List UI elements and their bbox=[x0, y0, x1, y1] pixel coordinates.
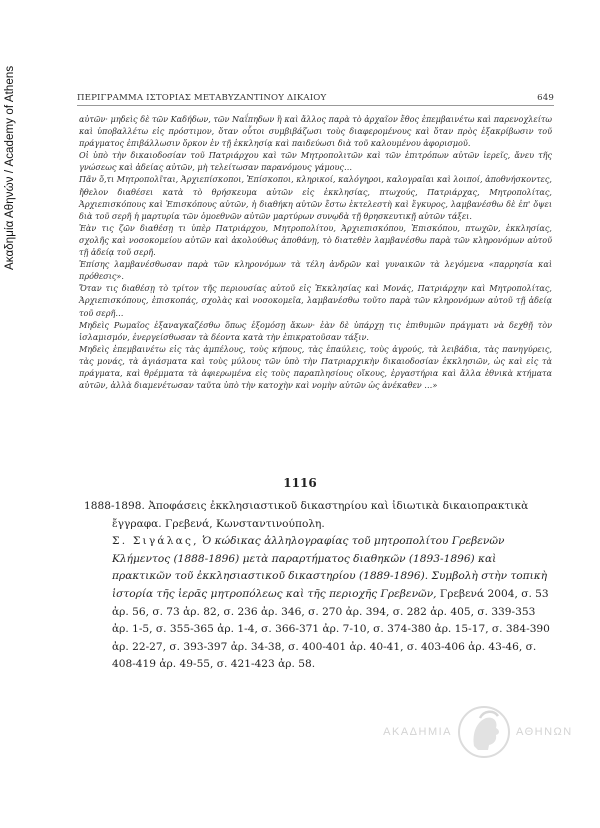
entry-subtitle: Συμβολὴ στὴν τοπικὴ ἱστορία τῆς ἱερᾶς μητροπόλεως καὶ τῆς περιοχῆς Γρεβενῶν, bbox=[112, 570, 548, 600]
page-number: 649 bbox=[537, 93, 554, 103]
quoted-text-block bbox=[79, 113, 552, 391]
quote-paragraph: Μηδεὶς Ρωμαῖος ἐξαναγκαζέσθω ὅπως ἐξομόσῃ ἄκων· ἐὰν δὲ ὑπάρχῃ τις ἐπιθυμῶν πράγματι νὰ δεχθῇ τὸν ἰσλαμισμόν, ἐνεργείσθωσαν τὰ δέοντα κατὰ τὴν ἐπικρατοῦσαν τάξιν. bbox=[79, 319, 552, 342]
running-header bbox=[77, 93, 554, 106]
entry-pages: Γρεβενά 2004, σ. 53 ἀρ. 56, σ. 73 ἀρ. 82, σ. 236 ἀρ. 346, σ. 270 ἀρ. 394, σ. 282 ἀρ. 405, σ. 339-353 ἀρ. 1-5, σ. 355-365 ἀρ. 1-4, σ. 366-371 ἀρ. 7-10, σ. 374-380 ἀρ. 15-17, σ. 384-390 ἀρ. 22-27, σ. 393-397 ἀρ. 34-38, σ. 400-401 ἀρ. 40-41, σ. 403-406 ἀρ. 43-46, σ. 408-419 ἀρ. 49-55, σ. 421-423 ἀρ. 58. bbox=[112, 587, 550, 671]
quote-paragraph: αὐτῶν· μηδεὶς δὲ τῶν Καδήδων, τῶν Ναΐπηδων ἢ καὶ ἄλλος παρὰ τὸ ἀρχαῖον ἔθος ἐπεμβαινέτω καὶ παρενοχλείτω καὶ ὑποβαλλέτω εἰς πρόστιμον, ὅταν οὗτοι συμβιβάζωσι τοὺς διαφερομένους καὶ ὅταν πρὸς ἐξακρίβωσιν τοῦ πράγματος ἐπιβάλλωσιν ὅρκον ἐν τῇ ἐκκλησίᾳ καὶ παιδεύωσι διὰ τοῦ καλουμένου ἀφορισμοῦ. bbox=[79, 114, 552, 149]
entry-number: 1116 bbox=[283, 476, 317, 490]
entry-heading: 1888-1898. Ἀποφάσεις ἐκκλησιαστικοῦ δικαστηρίου καὶ ἰδιωτικὰ δικαιοπρακτικὰ ἔγγραφα. Γρεβενά, Κωνσταντινούπολη. bbox=[84, 500, 529, 530]
watermark-right-text: ΑΘΗΝΩΝ bbox=[516, 726, 573, 738]
quote-paragraph: Οἱ ὑπὸ τὴν δικαιοδοσίαν τοῦ Πατριάρχου καὶ τῶν Μητροπολιτῶν καὶ τῶν ἐπιτρόπων αὐτῶν ἱερεῖς, ἄνευ τῆς γνώσεως καὶ ἀδείας αὐτῶν, μὴ τελείτωσαν παρανόμους γάμους… bbox=[79, 150, 552, 173]
watermark-left-text: ΑΚΑΔΗΜΙΑ bbox=[383, 726, 452, 738]
academy-watermark bbox=[378, 704, 578, 760]
quote-paragraph: Ἐπίσης λαμβανέσθωσαν παρὰ τῶν κληρονόμων τὰ τέλη ἀνδρῶν καὶ γυναικῶν τὰ λεγόμενα «παρρησία καὶ πρόθεσις». bbox=[79, 259, 552, 282]
quote-paragraph: Πᾶν ὅ,τι Μητροπολῖται, Ἀρχιεπίσκοποι, Ἐπίσκοποι, κληρικοί, καλόγηροι, καλογραῖαι καὶ λοιποί, ἀποθνήσκοντες, ἤθελον διαθέσει κατὰ τὸ θρήσκευμα αὐτῶν εἰς ἐκκλησίας, πτωχούς, Πατριάρχας, Μητροπολίτας, Ἀρχιεπισκόπους καὶ Ἐπισκόπους αὐτῶν, ἡ διαθήκη αὐτῶν ἔστω ἐκτελεστὴ καὶ ἔγκυρος, λαμβανέσθω δὲ ἐπ' ὄψει διὰ τοῦ σερῆ ἡ μαρτυρία τῶν ὁμοεθνῶν αὐτῶν μαρτύρων συνῳδὰ τῇ θρησκευτικῇ αὐτῶν τάξει. bbox=[79, 174, 552, 221]
entry-reference bbox=[84, 533, 554, 674]
quote-paragraph: Ἐὰν τις ζῶν διαθέσῃ τι ὑπὲρ Πατριάρχου, Μητροπολίτου, Ἀρχιεπισκόπου, Ἐπισκόπου, πτωχῶν, ἐκκλησίας, σχολῆς καὶ νοσοκομείου αὐτῶν καὶ ἀκολούθως ἀποθάνῃ, τὸ διατεθὲν λαμβανέσθω παρὰ τῶν κληρονόμων αὐτοῦ τῇ ἀδείᾳ τοῦ σερῆ. bbox=[79, 222, 552, 258]
bibliographic-entry bbox=[84, 498, 554, 674]
athena-head-icon bbox=[456, 704, 512, 760]
entry-title: Ὁ κώδικας ἀλληλογραφίας τοῦ μητροπολίτου Γρεβενῶν Κλήμεντος (1888-1896) μετὰ παραρτήματος διαθηκῶν (1893-1896) καὶ πρακτικῶν τοῦ ἐκκλησιαστικοῦ δικαστηρίου (1889-1896). bbox=[112, 535, 505, 583]
quote-paragraph: Ὅταν τις διαθέσῃ τὸ τρίτον τῆς περιουσίας αὐτοῦ εἰς Ἐκκλησίας καὶ Μονάς, Πατριάρχην καὶ Μητροπολίτας, Ἀρχιεπισκόπους, ἐπισκοπάς, σχολὰς καὶ νοσοκομεῖα, λαμβανέσθω τοῦτο παρὰ τῶν κληρονόμων αὐτοῦ τῇ ἀδείᾳ τοῦ σερῆ… bbox=[79, 283, 552, 318]
academy-side-label: Ακαδημία Αθηνών / Academy of Athens bbox=[4, 65, 16, 270]
running-title: ΠΕΡΙΓΡΑΜΜΑ ΙΣΤΟΡΙΑΣ ΜΕΤΑΒΥΖΑΝΤΙΝΟΥ ΔΙΚΑΙΟΥ bbox=[77, 93, 327, 103]
quote-paragraph: Μηδεὶς ἐπεμβαινέτω εἰς τὰς ἀμπέλους, τοὺς κήπους, τὰς ἐπαύλεις, τοὺς ἀγρούς, τὰ λειβάδια, τὰς πανηγύρεις, τὰς μονάς, τὰ ἁγιάσματα καὶ τοὺς μύλους τῶν ὑπὸ τὴν Πατριαρχικὴν δικαιοδοσίαν ἐκκλησιῶν, ὡς καὶ εἰς τὰ πράγματα, καὶ θρέμματα τὰ ἀφιερωμένα εἰς τοὺς παραπλησίους οἴκους, ἐργαστήρια καὶ ἄλλα ἐθνικὰ κτήματα αὐτῶν, ἀλλὰ διαμενέτωσαν ταῦτα ὑπὸ τὴν κατοχὴν καὶ νομὴν αὐτῶν ὡς ἀνέκαθεν …» bbox=[79, 343, 552, 391]
entry-author: Σ. Σιγάλας, bbox=[112, 535, 199, 548]
